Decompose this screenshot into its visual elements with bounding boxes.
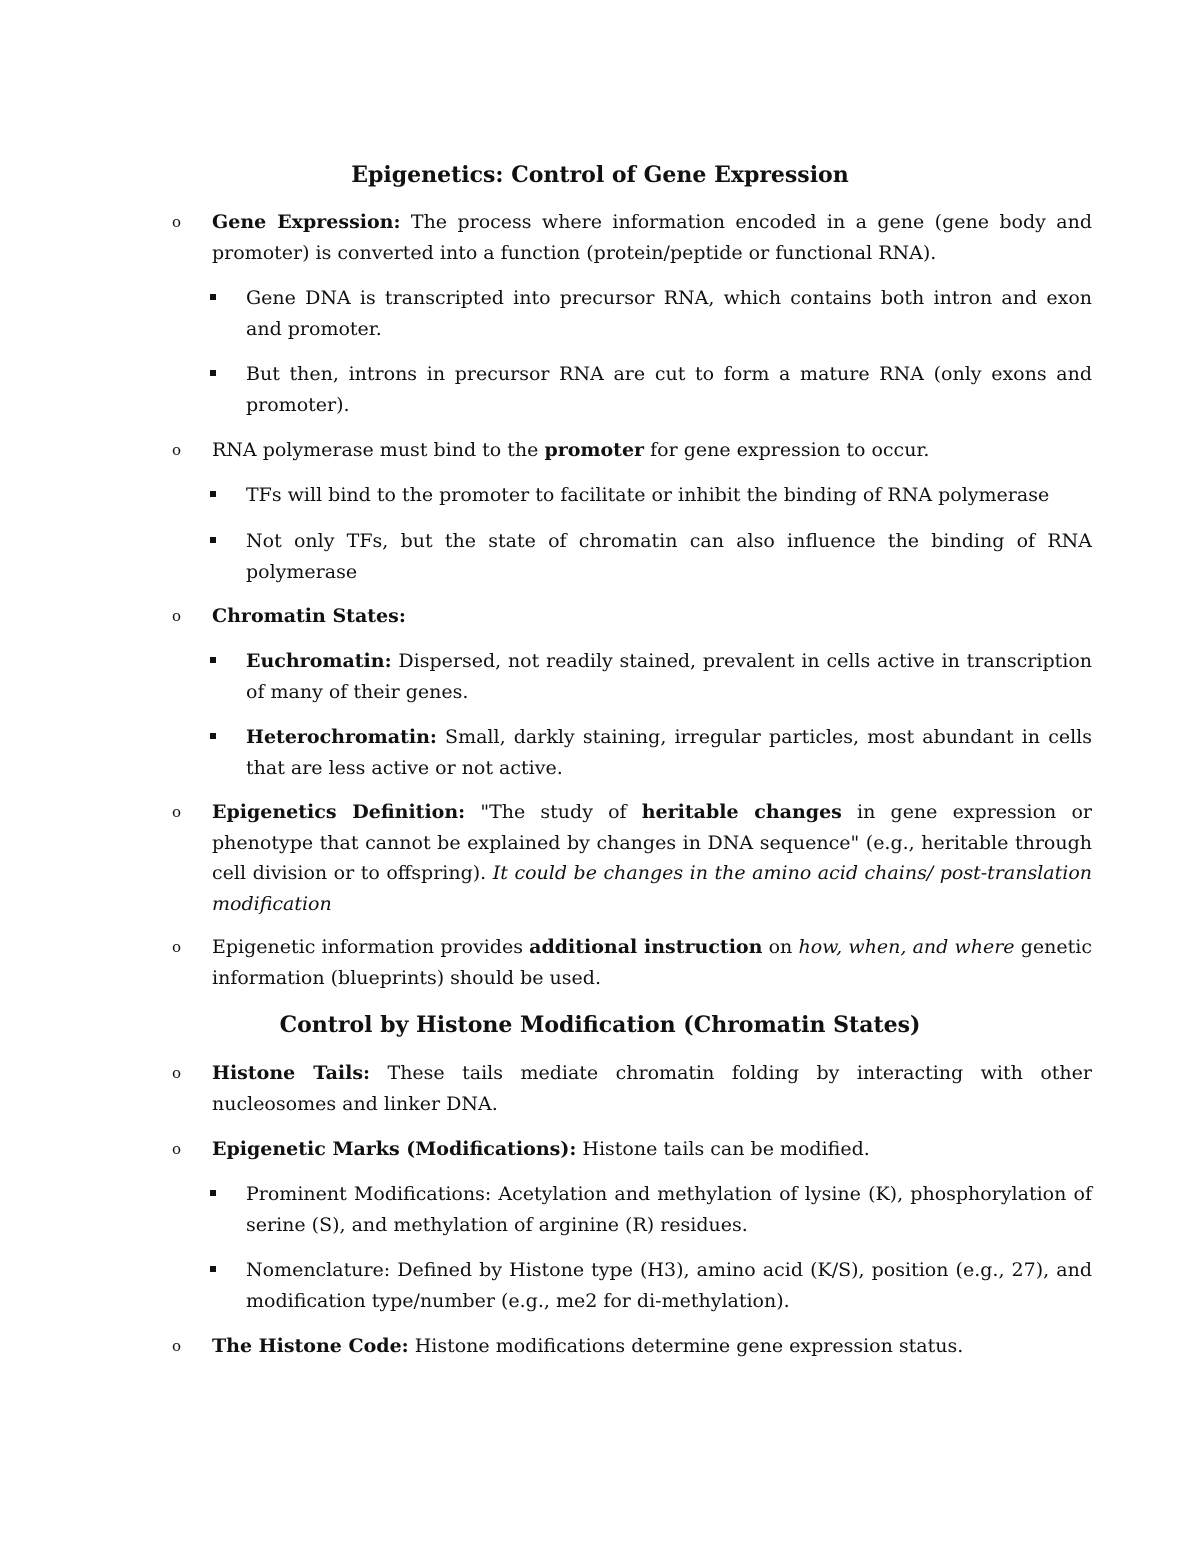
definition-text: Histone tails can be modified.	[576, 1138, 870, 1160]
sub-item-text: But then, introns in precursor RNA are cut to form a mature RNA (only exons and promoter).	[246, 363, 1092, 416]
sub-item-gene-dna	[210, 283, 1092, 344]
list-item-text	[212, 207, 1092, 268]
list-item-histone-tails	[172, 1058, 1092, 1119]
term: Epigenetic Marks (Modifications):	[212, 1138, 577, 1160]
text-part: genetic information (blueprints) should be used.	[212, 936, 1092, 989]
list-item-histone-code	[172, 1331, 1092, 1362]
sub-item-text: Prominent Modifications: Acetylation and methylation of lysine (K), phosphorylation of serine (S), and methylation of arginine (R) residues.	[246, 1183, 1092, 1236]
text-part: in gene expression or phenotype that cannot be explained by changes in DNA sequence" (e.g., heritable through cell division or to offspring).	[212, 801, 1092, 884]
bold-term: promoter	[544, 439, 645, 461]
italic-term: how, when, and where	[798, 936, 1015, 958]
circle-bullet-icon: o	[172, 1140, 182, 1158]
circle-bullet-icon: o	[172, 938, 182, 956]
italic-note: It could be changes in the amino acid chains/ post-translation modification	[212, 862, 1092, 915]
list-item-text	[212, 1058, 1092, 1119]
square-bullet-icon	[210, 1190, 216, 1196]
text-part: RNA polymerase must bind to the	[212, 439, 545, 461]
square-bullet-icon	[210, 370, 216, 376]
text-part: for gene expression to occur.	[644, 439, 930, 461]
sub-item-text: TFs will bind to the promoter to facilitate or inhibit the binding of RNA polymerase	[246, 484, 1050, 506]
list-item-text	[212, 435, 1092, 466]
circle-bullet-icon: o	[172, 1064, 182, 1082]
circle-bullet-icon: o	[172, 1337, 182, 1355]
term: Chromatin States:	[212, 605, 406, 627]
list-item-epigenetic-marks	[172, 1134, 1092, 1165]
definition-text: These tails mediate chromatin folding by interacting with other nucleosomes and linker DNA.	[212, 1062, 1092, 1115]
circle-bullet-icon: o	[172, 607, 182, 625]
circle-bullet-icon: o	[172, 213, 182, 231]
term: Euchromatin:	[246, 650, 392, 672]
list-item-text	[212, 601, 1092, 632]
sub-item-not-only-tfs	[210, 526, 1092, 587]
square-bullet-icon	[210, 537, 216, 543]
sub-item-text: Not only TFs, but the state of chromatin can also influence the binding of RNA polymerase	[246, 530, 1092, 583]
list-item-text	[212, 1331, 1092, 1362]
list-item-gene-expression	[172, 207, 1092, 268]
term: The Histone Code:	[212, 1335, 409, 1357]
sub-item-introns-cut	[210, 359, 1092, 420]
list-item-text	[212, 797, 1092, 919]
term: Gene Expression:	[212, 211, 401, 233]
sub-item-tfs-bind	[210, 480, 1092, 511]
section-heading: Control by Histone Modification (Chromatin States)	[279, 1012, 921, 1038]
square-bullet-icon	[210, 733, 216, 739]
definition-text: Dispersed, not readily stained, prevalent in cells active in transcription of many of their genes.	[246, 650, 1092, 703]
square-bullet-icon	[210, 657, 216, 663]
square-bullet-icon	[210, 1266, 216, 1272]
square-bullet-icon	[210, 491, 216, 497]
text-part: on	[762, 936, 799, 958]
list-item-epigenetic-information	[172, 932, 1092, 993]
page-title: Epigenetics: Control of Gene Expression	[351, 162, 849, 188]
sub-item-nomenclature	[210, 1255, 1092, 1316]
sub-item-text: Nomenclature: Defined by Histone type (H3), amino acid (K/S), position (e.g., 27), and modification type/number (e.g., me2 for di-methylation).	[246, 1259, 1092, 1312]
sub-item-text: Gene DNA is transcripted into precursor RNA, which contains both intron and exon and promoter.	[246, 287, 1092, 340]
list-item-text	[212, 1134, 1092, 1165]
circle-bullet-icon: o	[172, 441, 182, 459]
list-item-chromatin-states	[172, 601, 1092, 632]
definition-text: The process where information encoded in a gene (gene body and promoter) is converted into a function (protein/peptide or functional RNA).	[212, 211, 1092, 264]
list-item-text	[212, 932, 1092, 993]
sub-item-text	[246, 722, 1092, 783]
square-bullet-icon	[210, 294, 216, 300]
sub-item-text	[246, 646, 1092, 707]
list-item-rna-polymerase	[172, 435, 1092, 466]
sub-item-prominent-modifications	[210, 1179, 1092, 1240]
term: Histone Tails:	[212, 1062, 371, 1084]
sub-item-heterochromatin	[210, 722, 1092, 783]
text-part: "The study of	[465, 801, 642, 823]
term: Epigenetics Definition:	[212, 801, 466, 823]
circle-bullet-icon: o	[172, 803, 182, 821]
sub-item-euchromatin	[210, 646, 1092, 707]
bold-term: heritable changes	[641, 801, 842, 823]
text-part: Epigenetic information provides	[212, 936, 530, 958]
bold-term: additional instruction	[529, 936, 763, 958]
list-item-epigenetics-definition	[172, 797, 1092, 919]
definition-text: Histone modifications determine gene expression status.	[408, 1335, 964, 1357]
definition-text: Small, darkly staining, irregular particles, most abundant in cells that are less active or not active.	[246, 726, 1092, 779]
term: Heterochromatin:	[246, 726, 437, 748]
